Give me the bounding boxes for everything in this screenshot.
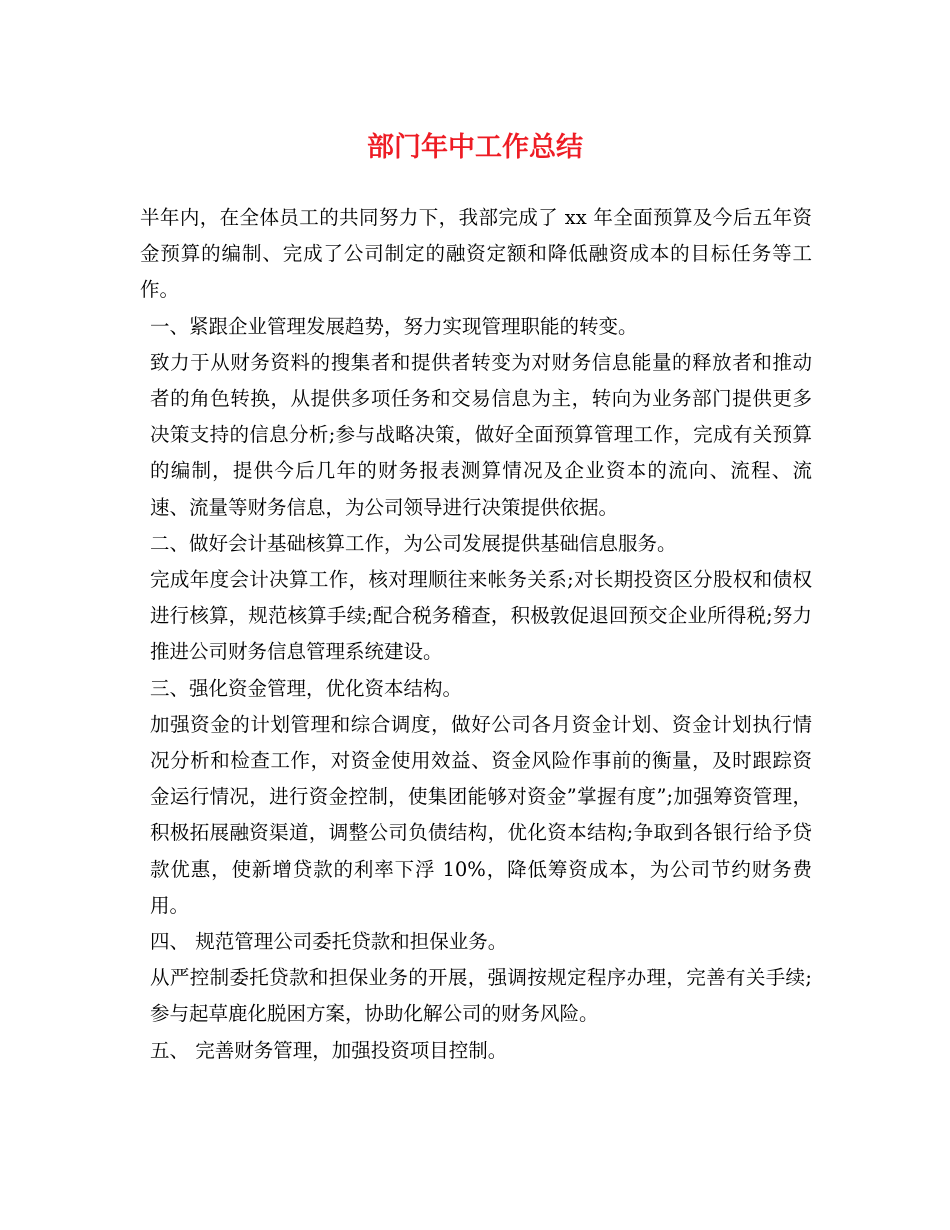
- document-title: 部门年中工作总结: [367, 132, 583, 163]
- section-heading-5: 五、 完善财务管理，加强投资项目控制。: [150, 1038, 508, 1062]
- paragraph-section-1: 致力于从财务资料的搜集者和提供者转变为对财务信息能量的释放者和推动者的角色转换，从提供多项任务和交易信息为主，转向为业务部门提供更多决策支持的信息分析;参与战略决策，做好全面预算管理工作，完成有关预算的编制，提供今后几年的财务报表测算情况及企业资本的流向、流程、流速、流量等财务信息，为公司领导进行决策提供依据。: [150, 350, 812, 519]
- paragraph-intro: 半年内，在全体员工的共同努力下，我部完成了 xx 年全面预算及今后五年资金预算的编制、完成了公司制定的融资定额和降低融资成本的目标任务等工作。: [140, 206, 812, 302]
- section-heading-1: 一、紧跟企业管理发展趋势，努力实现管理职能的转变。: [150, 314, 638, 338]
- paragraph-section-3: 加强资金的计划管理和综合调度，做好公司各月资金计划、资金计划执行情况分析和检查工作，对资金使用效益、资金风险作事前的衡量，及时跟踪资金运行情况，进行资金控制，使集团能够对资金”掌握有度”;加强筹资管理，积极拓展融资渠道，调整公司负债结构，优化资本结构;争取到各银行给予贷款优惠，使新增贷款的利率下浮 10%，降低筹资成本，为公司节约财务费用。: [150, 712, 812, 917]
- paragraph-section-4: 从严控制委托贷款和担保业务的开展，强调按规定程序办理，完善有关手续;参与起草鹿化脱困方案，协助化解公司的财务风险。: [150, 966, 812, 1026]
- section-heading-3: 三、强化资金管理，优化资本结构。: [150, 676, 463, 700]
- document-body: [140, 200, 812, 1069]
- section-heading-4: 四、 规范管理公司委托贷款和担保业务。: [150, 930, 508, 954]
- section-heading-2: 二、做好会计基础核算工作，为公司发展提供基础信息服务。: [150, 531, 677, 555]
- paragraph-section-2: 完成年度会计决算工作，核对理顺往来帐务关系;对长期投资区分股权和债权进行核算，规范核算手续;配合税务稽查，积极敦促退回预交企业所得税;努力推进公司财务信息管理系统建设。: [150, 568, 812, 664]
